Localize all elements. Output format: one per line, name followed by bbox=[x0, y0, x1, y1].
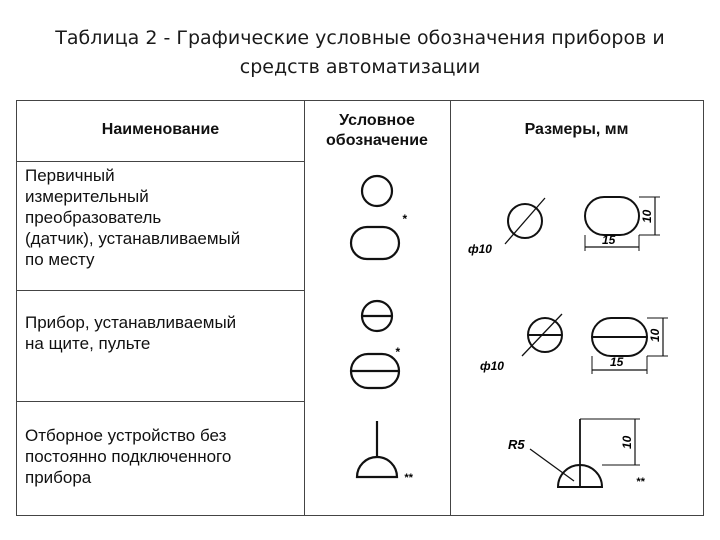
row-2-dimensions bbox=[450, 290, 703, 401]
row-1-name-line: Первичный bbox=[25, 166, 115, 185]
row-2-name-line: на щите, пульте bbox=[25, 334, 151, 353]
row-3-symbol bbox=[304, 401, 450, 515]
header-symbol-line-2: обозначение bbox=[326, 132, 428, 149]
row-3-name-line: Отборное устройство без bbox=[25, 426, 227, 445]
row-1-name-line: преобразователь bbox=[25, 208, 162, 227]
row-2-name bbox=[25, 312, 300, 354]
row-1-dimensions bbox=[450, 161, 703, 290]
header-name: Наименование bbox=[101, 121, 220, 138]
symbols-table bbox=[16, 100, 704, 516]
probe-half-circle-icon bbox=[357, 457, 397, 477]
row-3-name-line: прибора bbox=[25, 468, 92, 487]
row-3-name-line: постоянно подключенного bbox=[25, 447, 232, 466]
radius-leader-line bbox=[530, 449, 574, 481]
row-divider-2 bbox=[17, 401, 304, 402]
header-symbol-line-1: Условное bbox=[339, 112, 415, 129]
row-2-symbol-mark: * bbox=[395, 345, 400, 359]
sensor-circle-icon bbox=[362, 176, 392, 206]
header-divider bbox=[17, 161, 304, 162]
row-3-dim-mark: ** bbox=[636, 476, 645, 488]
row-2-name-line: Прибор, устанавливаемый bbox=[25, 313, 237, 332]
row-3-name bbox=[25, 425, 300, 488]
row-3-height-label: 10 bbox=[620, 435, 634, 449]
row-1-name bbox=[25, 165, 300, 270]
table-title-line-2: средств автоматизации bbox=[239, 56, 481, 78]
header-symbol bbox=[304, 111, 450, 151]
row-divider-1 bbox=[17, 290, 304, 291]
row-1-name-line: по месту bbox=[25, 250, 95, 269]
row-2-width-label: 15 bbox=[610, 355, 624, 369]
row-3-symbol-mark: ** bbox=[404, 472, 413, 484]
row-1-symbol-mark: * bbox=[402, 212, 407, 226]
table-title bbox=[0, 24, 720, 82]
row-1-width-label: 15 bbox=[602, 233, 616, 247]
row-2-symbol bbox=[304, 290, 450, 401]
row-1-symbol bbox=[304, 161, 450, 290]
sensor-oval-icon bbox=[351, 227, 399, 259]
header-dimensions: Размеры, мм bbox=[524, 121, 629, 138]
row-2-height-label: 10 bbox=[648, 328, 662, 342]
row-1-height-label: 10 bbox=[640, 209, 654, 223]
table-title-line-1: Таблица 2 - Графические условные обозначения приборов и bbox=[55, 27, 665, 49]
row-1-name-line: измерительный bbox=[25, 187, 149, 206]
row-1-name-line: (датчик), устанавливаемый bbox=[25, 229, 241, 248]
row-3-radius-label: R5 bbox=[508, 437, 525, 452]
row-3-dimensions bbox=[450, 401, 703, 515]
row-2-diameter-label: ф10 bbox=[480, 359, 504, 373]
size-oval-icon bbox=[585, 197, 639, 235]
row-1-diameter-label: ф10 bbox=[468, 242, 492, 256]
